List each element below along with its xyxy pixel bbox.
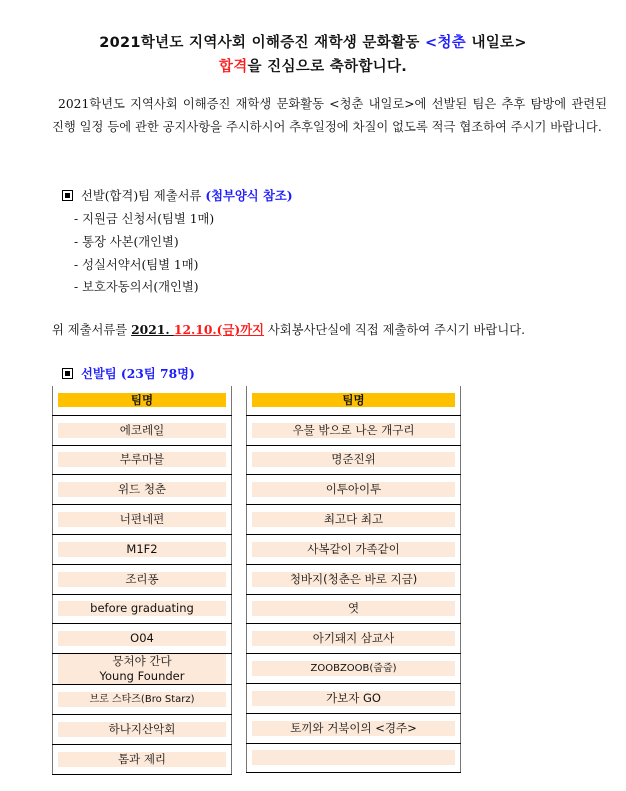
team-name: M1F2 (58, 542, 226, 557)
table-row (53, 685, 232, 715)
team-name: 사복같이 가족같이 (252, 542, 455, 557)
document-item: - 성실서약서(팀별 1매) (74, 258, 199, 272)
selected-teams-left-table (52, 386, 232, 775)
notice-title-line1 (0, 31, 626, 52)
table-row (247, 445, 461, 475)
team-cell (247, 445, 461, 475)
team-cell (53, 744, 232, 774)
table-row (53, 475, 232, 505)
column-header: 팀명 (58, 393, 226, 407)
title-highlight: <청춘 (425, 35, 467, 51)
square-bullet-icon (62, 190, 73, 201)
table-row (247, 683, 461, 713)
team-cell (247, 654, 461, 684)
team-name: 이투아이투 (252, 482, 455, 497)
table-row (247, 713, 461, 743)
selected-heading (62, 364, 195, 382)
team-name: 에코레일 (58, 423, 226, 438)
table-row (247, 505, 461, 535)
team-cell (247, 475, 461, 505)
team-cell (53, 415, 232, 445)
team-cell (53, 685, 232, 715)
congrats-text: 을 진심으로 축하합니다. (247, 59, 408, 75)
team-cell (247, 534, 461, 564)
table-row (53, 654, 232, 685)
column-header: 팀명 (252, 393, 455, 407)
intro-paragraph: 2021학년도 지역사회 이해증진 재학생 문화활동 <청춘 내일로>에 선발된 팀은 추후 탐방에 관련된 진행 일정 등에 관한 공지사항을 주시하시어 추후일정에 차질이 없도록 적극 협조하여 주시기 바랍니다. (52, 97, 607, 134)
team-name: before graduating (58, 601, 226, 616)
deadline-year: 2021. (131, 322, 174, 337)
pass-highlight: 합격 (218, 59, 248, 75)
table-row (53, 534, 232, 564)
deadline-line (52, 320, 525, 338)
team-cell (53, 445, 232, 475)
team-cell (247, 743, 461, 773)
team-cell (247, 415, 461, 445)
team-cell (247, 505, 461, 535)
team-cell (247, 564, 461, 594)
table-row (53, 624, 232, 654)
document-item: - 보호자동의서(개인별) (74, 280, 199, 294)
deadline-prefix: 위 제출서류를 (52, 323, 132, 337)
team-cell (247, 683, 461, 713)
team-name: 엿 (252, 601, 455, 616)
table-row (53, 594, 232, 624)
title-suffix: 내일로> (466, 35, 527, 51)
document-item: - 통장 사본(개인별) (74, 235, 179, 249)
table-header (53, 386, 232, 415)
team-name: 아기돼지 삼교사 (252, 631, 455, 646)
table-row (53, 445, 232, 475)
deadline-suffix: 사회봉사단실에 직접 제출하여 주시기 바랍니다. (263, 323, 525, 337)
table-row (53, 564, 232, 594)
team-name (252, 750, 455, 765)
square-bullet-icon (62, 368, 73, 379)
team-name: 너편네편 (58, 512, 226, 527)
table-row (247, 534, 461, 564)
table-row (247, 743, 461, 773)
team-name: 토끼와 거북이의 <경주> (252, 721, 455, 736)
table-row (53, 415, 232, 445)
table-row (53, 505, 232, 535)
team-cell (53, 594, 232, 624)
team-cell (53, 654, 232, 685)
documents-heading (62, 186, 293, 204)
team-cell (53, 714, 232, 744)
team-name: 톰과 제리 (58, 752, 226, 767)
table-row (247, 475, 461, 505)
team-name: 최고다 최고 (252, 512, 455, 527)
team-name: 조리퐁 (58, 572, 226, 587)
documents-note: (첨부양식 참조) (205, 188, 293, 203)
team-cell (53, 475, 232, 505)
team-cell (247, 624, 461, 654)
team-cell (53, 624, 232, 654)
team-name: 하나지산악회 (58, 722, 226, 737)
selected-heading-text: 선발팀 (23팀 78명) (81, 366, 195, 381)
team-name: ZOOBZOOB(줍줍) (252, 661, 455, 676)
team-name: 명준진위 (252, 452, 455, 467)
team-cell (53, 505, 232, 535)
team-cell (247, 713, 461, 743)
team-name: 위드 청춘 (58, 482, 226, 497)
deadline-date: 12.10.(금)까지 (173, 322, 264, 337)
table-row (53, 744, 232, 774)
team-name: O04 (58, 631, 226, 646)
team-name: 가보자 GO (252, 691, 455, 706)
table-row (247, 594, 461, 624)
team-cell (247, 594, 461, 624)
team-name: 우물 밖으로 나온 개구리 (252, 423, 455, 438)
team-name: 청바지(청춘은 바로 지금) (252, 572, 455, 587)
team-cell (53, 564, 232, 594)
document-item: - 지원금 신청서(팀별 1매) (74, 212, 215, 226)
table-row (247, 564, 461, 594)
table-row (247, 654, 461, 684)
table-header (247, 386, 461, 415)
selected-teams-right-table (246, 386, 461, 773)
table-row (247, 624, 461, 654)
table-row (247, 415, 461, 445)
team-name: 브로 스타즈(Bro Starz) (58, 692, 226, 707)
table-row (53, 714, 232, 744)
documents-heading-text: 선발(합격)팀 제출서류 (81, 189, 206, 203)
team-name: 부루마블 (58, 452, 226, 467)
title-text: 2021학년도 지역사회 이해증진 재학생 문화활동 (99, 35, 426, 51)
team-cell (53, 534, 232, 564)
notice-title-line2 (0, 55, 626, 76)
team-name: 뭉쳐야 간다 Young Founder (58, 654, 226, 684)
